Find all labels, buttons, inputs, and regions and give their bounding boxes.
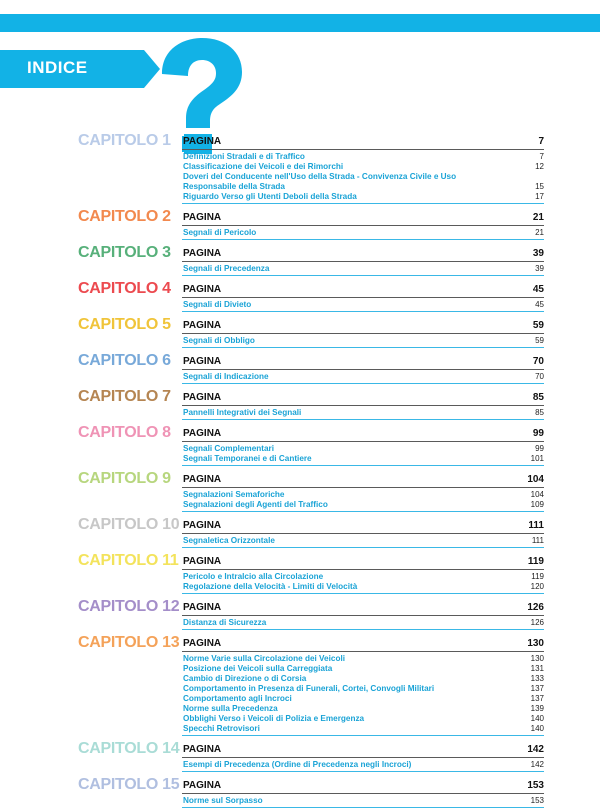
page-rule [182,793,544,794]
chapter-page-row[interactable] [182,212,544,227]
chapter-title: CAPITOLO 13 [78,634,180,651]
chapter-title: CAPITOLO 9 [78,470,171,487]
entry-title: Segnali di Obbligo [183,336,255,345]
page-rule [182,297,544,298]
entry-page-number: 15 [535,182,544,191]
chapter-page-row[interactable] [182,638,544,653]
entry-title: Obblighi Verso i Veicoli di Polizia e Emergenza [183,714,365,723]
toc-entry[interactable] [183,264,544,274]
page-rule [182,533,544,534]
entry-title: Responsabile della Strada [183,182,285,191]
page-label: PAGINA [183,638,222,649]
chapter-title: CAPITOLO 5 [78,316,171,333]
chapter-separator [182,419,544,420]
chapter-title: CAPITOLO 14 [78,740,180,757]
chapter-separator [182,347,544,348]
chapter-page-number: 111 [528,520,544,531]
chapter-page-number: 59 [532,320,544,331]
chapter-page-number: 39 [532,248,544,259]
entry-page-number: 137 [530,694,544,703]
toc-entry[interactable] [183,372,544,382]
chapter-separator [182,771,544,772]
entry-title: Esempi di Precedenza (Ordine di Precedenza negli Incroci) [183,760,412,769]
entry-page-number: 153 [530,796,544,805]
entry-page-number: 140 [530,714,544,723]
chapter-separator [182,239,544,240]
toc-entry[interactable] [183,454,544,464]
entry-title: Comportamento agli Incroci [183,694,292,703]
entry-title: Cambio di Direzione o di Corsia [183,674,307,683]
page-rule [182,615,544,616]
toc-entry[interactable] [183,500,544,510]
toc-entry[interactable] [183,300,544,310]
page-label: PAGINA [183,356,222,367]
toc-entry[interactable] [183,724,544,734]
entry-title: Segnali Complementari [183,444,274,453]
chapter-separator [182,547,544,548]
chapter-separator [182,465,544,466]
entry-title: Posizione dei Veicoli sulla Carreggiata [183,664,333,673]
entry-page-number: 101 [530,454,544,463]
page-label: PAGINA [183,392,222,403]
chapter-page-number: 45 [532,284,544,295]
entry-page-number: 139 [530,704,544,713]
entry-page-number: 12 [535,162,544,171]
chapter-separator [182,511,544,512]
chapter-separator [182,383,544,384]
page-rule [182,225,544,226]
chapter-page-row[interactable] [182,474,544,489]
chapter-page-row[interactable] [182,602,544,617]
entry-page-number: 45 [535,300,544,309]
entry-title: Pannelli Integrativi dei Segnali [183,408,302,417]
entry-page-number: 140 [530,724,544,733]
toc-entry[interactable] [183,694,544,704]
chapter-title: CAPITOLO 12 [78,598,180,615]
toc-entry[interactable] [183,336,544,346]
entry-page-number: 99 [535,444,544,453]
entry-page-number: 59 [535,336,544,345]
chapter-separator [182,311,544,312]
toc-entry[interactable] [183,192,544,202]
toc-entry[interactable] [183,618,544,628]
page-rule [182,757,544,758]
page-rule [182,487,544,488]
page-label: PAGINA [183,136,222,147]
toc-entry[interactable] [183,582,544,592]
entry-page-number: 70 [535,372,544,381]
entry-title: Norme Varie sulla Circolazione dei Veicoli [183,654,345,663]
page-label: PAGINA [183,320,222,331]
chapter-title: CAPITOLO 1 [78,132,171,149]
chapter-separator [182,629,544,630]
page-rule [182,405,544,406]
toc-entry[interactable] [183,408,544,418]
chapter-title: CAPITOLO 15 [78,776,180,793]
toc-entry[interactable] [183,714,544,724]
chapter-separator [182,203,544,204]
toc-entry[interactable] [183,704,544,714]
entry-page-number: 119 [531,572,544,581]
entry-page-number: 126 [530,618,544,627]
chapter-title: CAPITOLO 10 [78,516,180,533]
entry-title: Definizioni Stradali e di Traffico [183,152,305,161]
chapter-title: CAPITOLO 8 [78,424,171,441]
entry-page-number: 142 [530,760,544,769]
chapter-page-number: 119 [527,556,544,567]
chapter-title: CAPITOLO 4 [78,280,171,297]
entry-title: Segnalazioni Semaforiche [183,490,285,499]
chapter-page-number: 104 [527,474,544,485]
entry-page-number: 111 [531,536,544,545]
toc-entry[interactable] [183,760,544,770]
entry-page-number: 133 [530,674,544,683]
entry-page-number: 104 [530,490,544,499]
entry-title: Segnaletica Orizzontale [183,536,275,545]
page-rule [182,261,544,262]
chapter-page-number: 7 [538,136,544,147]
chapter-title: CAPITOLO 3 [78,244,171,261]
entry-page-number: 131 [530,664,544,673]
chapter-page-number: 126 [527,602,544,613]
entry-page-number: 7 [539,152,544,161]
toc-entry[interactable] [183,572,544,582]
page-label: PAGINA [183,248,222,259]
page-label: PAGINA [183,212,222,223]
chapter-page-number: 130 [527,638,544,649]
chapter-page-row[interactable] [182,248,544,263]
chapter-page-row[interactable] [182,780,544,795]
entry-title: Segnali di Indicazione [183,372,269,381]
entry-page-number: 120 [530,582,544,591]
entry-title: Norme sulla Precedenza [183,704,278,713]
entry-title: Doveri del Conducente nell'Uso della Strada - Convivenza Civile e Uso [183,172,457,181]
toc-entry[interactable] [183,152,544,162]
toc-entry[interactable] [183,664,544,674]
toc-entry[interactable] [183,536,544,546]
entry-title: Segnali di Pericolo [183,228,257,237]
page-label: PAGINA [183,602,222,613]
chapter-page-row[interactable] [182,392,544,407]
entry-title: Segnali di Precedenza [183,264,270,273]
chapter-page-number: 70 [532,356,544,367]
page-rule [182,369,544,370]
chapter-title: CAPITOLO 11 [78,552,179,569]
toc-entry[interactable] [183,796,544,806]
chapter-separator [182,275,544,276]
index-title: INDICE [27,58,88,77]
page-label: PAGINA [183,284,222,295]
toc-entry[interactable] [183,162,544,172]
chapter-page-row[interactable] [182,136,544,151]
page-rule [182,333,544,334]
page-label: PAGINA [183,474,222,485]
toc-entry[interactable] [183,182,544,192]
chapter-page-number: 85 [532,392,544,403]
toc-entry[interactable] [183,490,544,500]
page-rule [182,651,544,652]
entry-title: Segnalazioni degli Agenti del Traffico [183,500,328,509]
page-label: PAGINA [183,780,222,791]
entry-page-number: 137 [530,684,544,693]
chapter-title: CAPITOLO 7 [78,388,171,405]
page-rule [182,441,544,442]
entry-title: Specchi Retrovisori [183,724,260,733]
chapter-page-row[interactable] [182,428,544,443]
page-label: PAGINA [183,556,222,567]
toc-entry[interactable] [183,444,544,454]
chapter-page-row[interactable] [182,356,544,371]
page-rule [182,149,544,150]
toc-entry[interactable] [183,674,544,684]
toc-entry[interactable] [183,654,544,664]
chapter-page-row[interactable] [182,320,544,335]
chapter-page-row[interactable] [182,744,544,759]
entry-title: Pericolo e Intralcio alla Circolazione [183,572,324,581]
entry-title: Classificazione dei Veicoli e dei Rimorchi [183,162,344,171]
toc-entry[interactable] [183,684,544,694]
chapter-separator [182,593,544,594]
entry-title: Segnali di Divieto [183,300,252,309]
entry-title: Distanza di Sicurezza [183,618,267,627]
entry-page-number: 85 [535,408,544,417]
entry-page-number: 130 [530,654,544,663]
chapter-page-row[interactable] [182,284,544,299]
entry-title: Segnali Temporanei e di Cantiere [183,454,312,463]
chapter-title: CAPITOLO 6 [78,352,171,369]
chapter-page-row[interactable] [182,556,544,571]
chapter-page-number: 142 [527,744,544,755]
entry-page-number: 17 [535,192,544,201]
chapter-page-number: 99 [532,428,544,439]
toc-entry[interactable] [183,172,544,182]
chapter-title: CAPITOLO 2 [78,208,171,225]
chapter-page-number: 21 [532,212,544,223]
toc-entry[interactable] [183,228,544,238]
entry-page-number: 21 [535,228,544,237]
page-rule [182,569,544,570]
entry-title: Norme sul Sorpasso [183,796,263,805]
entry-title: Comportamento in Presenza di Funerali, Cortei, Convogli Militari [183,684,435,693]
chapter-page-row[interactable] [182,520,544,535]
chapter-page-number: 153 [527,780,544,791]
page-label: PAGINA [183,744,222,755]
chapter-separator [182,735,544,736]
entry-title: Riguardo Verso gli Utenti Deboli della Strada [183,192,357,201]
entry-page-number: 39 [535,264,544,273]
page-label: PAGINA [183,428,222,439]
entry-title: Regolazione della Velocità - Limiti di Velocità [183,582,358,591]
top-color-bar [0,14,600,32]
page-label: PAGINA [183,520,222,531]
entry-page-number: 109 [530,500,544,509]
